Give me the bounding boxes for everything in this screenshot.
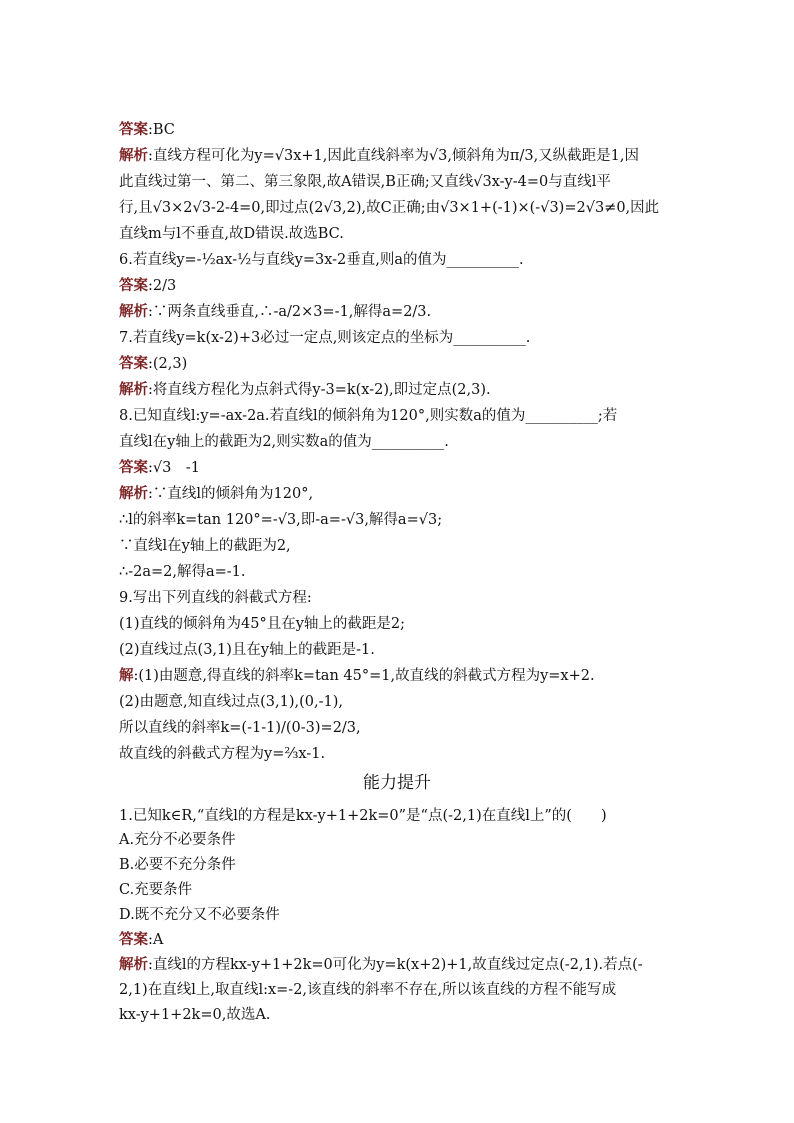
text-line (119, 354, 679, 376)
text-line (119, 120, 679, 142)
line-text: kx-y+1+2k=0,故选A. (119, 1007, 271, 1023)
text-line (119, 880, 679, 902)
text-line (119, 855, 679, 877)
text-line (119, 276, 679, 298)
text-line (119, 562, 679, 584)
line-text: ∴l的斜率k=tan 120°=-√3,即-a=-√3,解得a=√3; (119, 512, 443, 528)
line-text: :将直线方程化为点斜式得y-3=k(x-2),即过定点(2,3). (148, 382, 491, 398)
label-tag: 解析 (119, 957, 148, 973)
label-tag: 答案 (119, 932, 148, 948)
text-line (119, 536, 679, 558)
text-line (119, 146, 679, 168)
line-text: 7.若直线y=k(x-2)+3必过一定点,则该定点的坐标为__________. (119, 330, 531, 346)
section-heading: 能力提升 (363, 773, 431, 793)
text-line (119, 640, 679, 662)
label-tag: 答案 (119, 460, 148, 476)
text-line (119, 930, 679, 952)
label-tag: 答案 (119, 122, 148, 138)
text-line (119, 510, 679, 532)
text-line (119, 328, 679, 350)
text-line (119, 744, 679, 766)
line-text: 直线m与l不垂直,故D错误.故选BC. (119, 226, 344, 242)
line-text: 故直线的斜截式方程为y=⅔x-1. (119, 746, 326, 762)
line-text: (1)直线的倾斜角为45°且在y轴上的截距是2; (119, 616, 406, 632)
line-text: :BC (148, 122, 175, 138)
text-line (119, 588, 679, 610)
text-line (119, 302, 679, 324)
line-text: :(1)由题意,得直线的斜率k=tan 45°=1,故直线的斜截式方程为y=x+2. (133, 668, 595, 684)
text-line (119, 980, 679, 1002)
text-line (119, 484, 679, 506)
text-line (119, 718, 679, 740)
line-text: 1.已知k∈R,“直线l的方程是kx-y+1+2k=0”是“点(-2,1)在直线l上”的( ) (119, 808, 607, 824)
line-text: ∴-2a=2,解得a=-1. (119, 564, 246, 580)
line-text: 行,且√3×2√3-2-4=0,即过点(2√3,2),故C正确;由√3×1+(-1)×(-√3)=2√3≠0,因此 (119, 200, 660, 216)
text-line (119, 666, 679, 688)
line-text: :∵直线l的倾斜角为120°, (148, 486, 314, 502)
text-line (119, 830, 679, 852)
label-tag: 解 (119, 668, 134, 684)
line-text: 6.若直线y=-½ax-½与直线y=3x-2垂直,则a的值为__________. (119, 252, 524, 268)
text-line (119, 905, 679, 927)
label-tag: 解析 (119, 304, 148, 320)
text-line (119, 955, 679, 977)
line-text: :A (148, 932, 164, 948)
label-tag: 解析 (119, 148, 148, 164)
text-line (119, 250, 679, 272)
line-text: (2)直线过点(3,1)且在y轴上的截距是-1. (119, 642, 375, 658)
line-text: A.充分不必要条件 (119, 832, 236, 848)
line-text: B.必要不充分条件 (119, 857, 236, 873)
line-text: 直线l在y轴上的截距为2,则实数a的值为__________. (119, 434, 449, 450)
text-line (119, 224, 679, 246)
text-line (119, 380, 679, 402)
text-line (119, 432, 679, 454)
line-text: :(2,3) (148, 356, 188, 372)
line-text: (2)由题意,知直线过点(3,1),(0,-1), (119, 694, 344, 710)
line-text: :直线l的方程kx-y+1+2k=0可化为y=k(x+2)+1,故直线过定点(-2,1).若点(- (148, 957, 643, 973)
text-line (119, 198, 679, 220)
line-text: 8.已知直线l:y=-ax-2a.若直线l的倾斜角为120°,则实数a的值为__________;若 (119, 408, 618, 424)
line-text: 所以直线的斜率k=(-1-1)/(0-3)=2/3, (119, 720, 361, 736)
line-text: ∵直线l在y轴上的截距为2, (119, 538, 291, 554)
label-tag: 答案 (119, 356, 148, 372)
line-text: 9.写出下列直线的斜截式方程: (119, 590, 312, 606)
label-tag: 解析 (119, 486, 148, 502)
text-line (119, 806, 679, 828)
text-line (119, 1005, 679, 1027)
text-line (119, 406, 679, 428)
line-text: :2/3 (148, 278, 177, 294)
label-tag: 答案 (119, 278, 148, 294)
line-text: 2,1)在直线l上,取直线l:x=-2,该直线的斜率不存在,所以该直线的方程不能写成 (119, 982, 617, 998)
line-text: :∵两条直线垂直,∴-a/2×3=-1,解得a=2/3. (148, 304, 432, 320)
line-text: :√3 -1 (148, 460, 200, 476)
text-line (119, 692, 679, 714)
line-text: D.既不充分又不必要条件 (119, 907, 280, 923)
text-line (119, 458, 679, 480)
line-text: :直线方程可化为y=√3x+1,因此直线斜率为√3,倾斜角为π/3,又纵截距是1,因 (148, 148, 640, 164)
line-text: C.充要条件 (119, 882, 193, 898)
text-line (119, 614, 679, 636)
line-text: 此直线过第一、第二、第三象限,故A错误,B正确;又直线√3x-y-4=0与直线l平 (119, 174, 611, 190)
label-tag: 解析 (119, 382, 148, 398)
text-line (119, 172, 679, 194)
